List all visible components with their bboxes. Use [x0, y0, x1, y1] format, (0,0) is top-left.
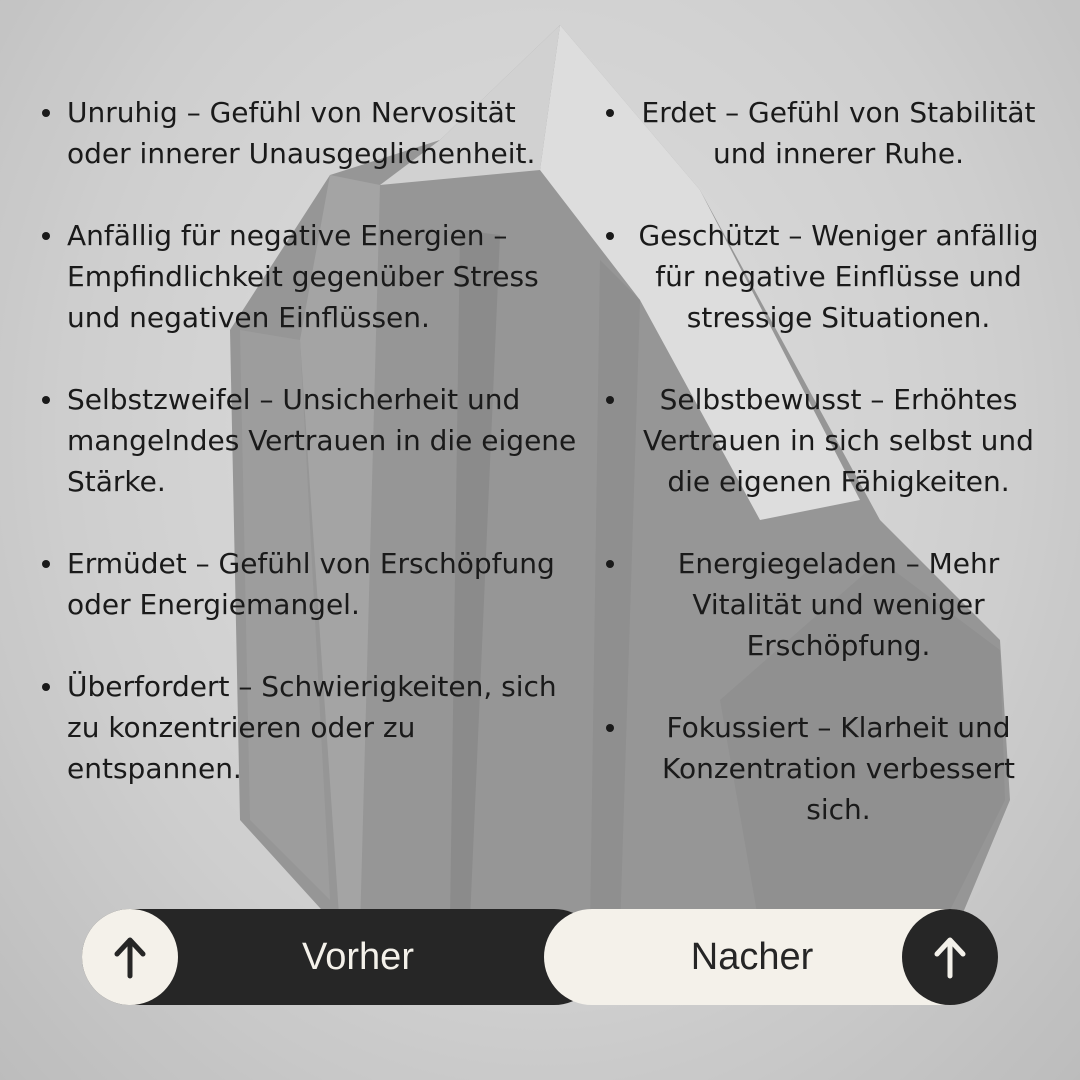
list-item-text: Unruhig – Gefühl von Nervosität oder innerer Unausgeglichenheit. — [67, 96, 536, 170]
list-item-text: Geschützt – Weniger anfällig für negative Einflüsse und stressige Situationen. — [638, 219, 1039, 334]
before-after-bar — [82, 909, 998, 1005]
list-item — [38, 92, 583, 174]
bullet-icon — [606, 724, 614, 732]
bullet-icon — [606, 396, 614, 404]
before-arrow-button[interactable] — [82, 909, 178, 1005]
bullet-icon — [42, 560, 50, 568]
list-item — [602, 92, 1047, 174]
list-item-text: Energiegeladen – Mehr Vitalität und weniger Erschöpfung. — [677, 547, 1000, 662]
list-item — [602, 379, 1047, 502]
after-arrow-button[interactable] — [902, 909, 998, 1005]
list-item-text: Selbstzweifel – Unsicherheit und mangelndes Vertrauen in die eigene Stärke. — [67, 383, 577, 498]
list-item — [602, 215, 1047, 338]
list-item-text: Fokussiert – Klarheit und Konzentration verbessert sich. — [662, 711, 1015, 826]
list-item — [38, 379, 583, 502]
bullet-icon — [42, 109, 50, 117]
bullet-icon — [606, 109, 614, 117]
bullet-icon — [42, 396, 50, 404]
before-label[interactable]: Vorher — [302, 936, 414, 978]
after-list — [602, 92, 1047, 871]
bullet-icon — [42, 232, 50, 240]
list-item-text: Selbstbewusst – Erhöhtes Vertrauen in sich selbst und die eigenen Fähigkeiten. — [643, 383, 1034, 498]
bullet-icon — [606, 232, 614, 240]
list-item-text: Ermüdet – Gefühl von Erschöpfung oder Energiemangel. — [67, 547, 555, 621]
list-item — [602, 707, 1047, 830]
list-item — [38, 215, 583, 338]
list-item — [38, 543, 583, 625]
before-list — [38, 92, 583, 830]
after-label[interactable]: Nacher — [690, 936, 814, 978]
list-item — [602, 543, 1047, 666]
arrow-up-icon — [110, 934, 150, 980]
list-item-text: Erdet – Gefühl von Stabilität und innerer Ruhe. — [641, 96, 1036, 170]
list-item-text: Anfällig für negative Energien – Empfindlichkeit gegenüber Stress und negativen Einflüssen. — [67, 219, 539, 334]
list-item — [38, 666, 583, 789]
bullet-icon — [606, 560, 614, 568]
arrow-up-icon — [930, 934, 970, 980]
bullet-icon — [42, 683, 50, 691]
list-item-text: Überfordert – Schwierigkeiten, sich zu konzentrieren oder zu entspannen. — [67, 670, 557, 785]
